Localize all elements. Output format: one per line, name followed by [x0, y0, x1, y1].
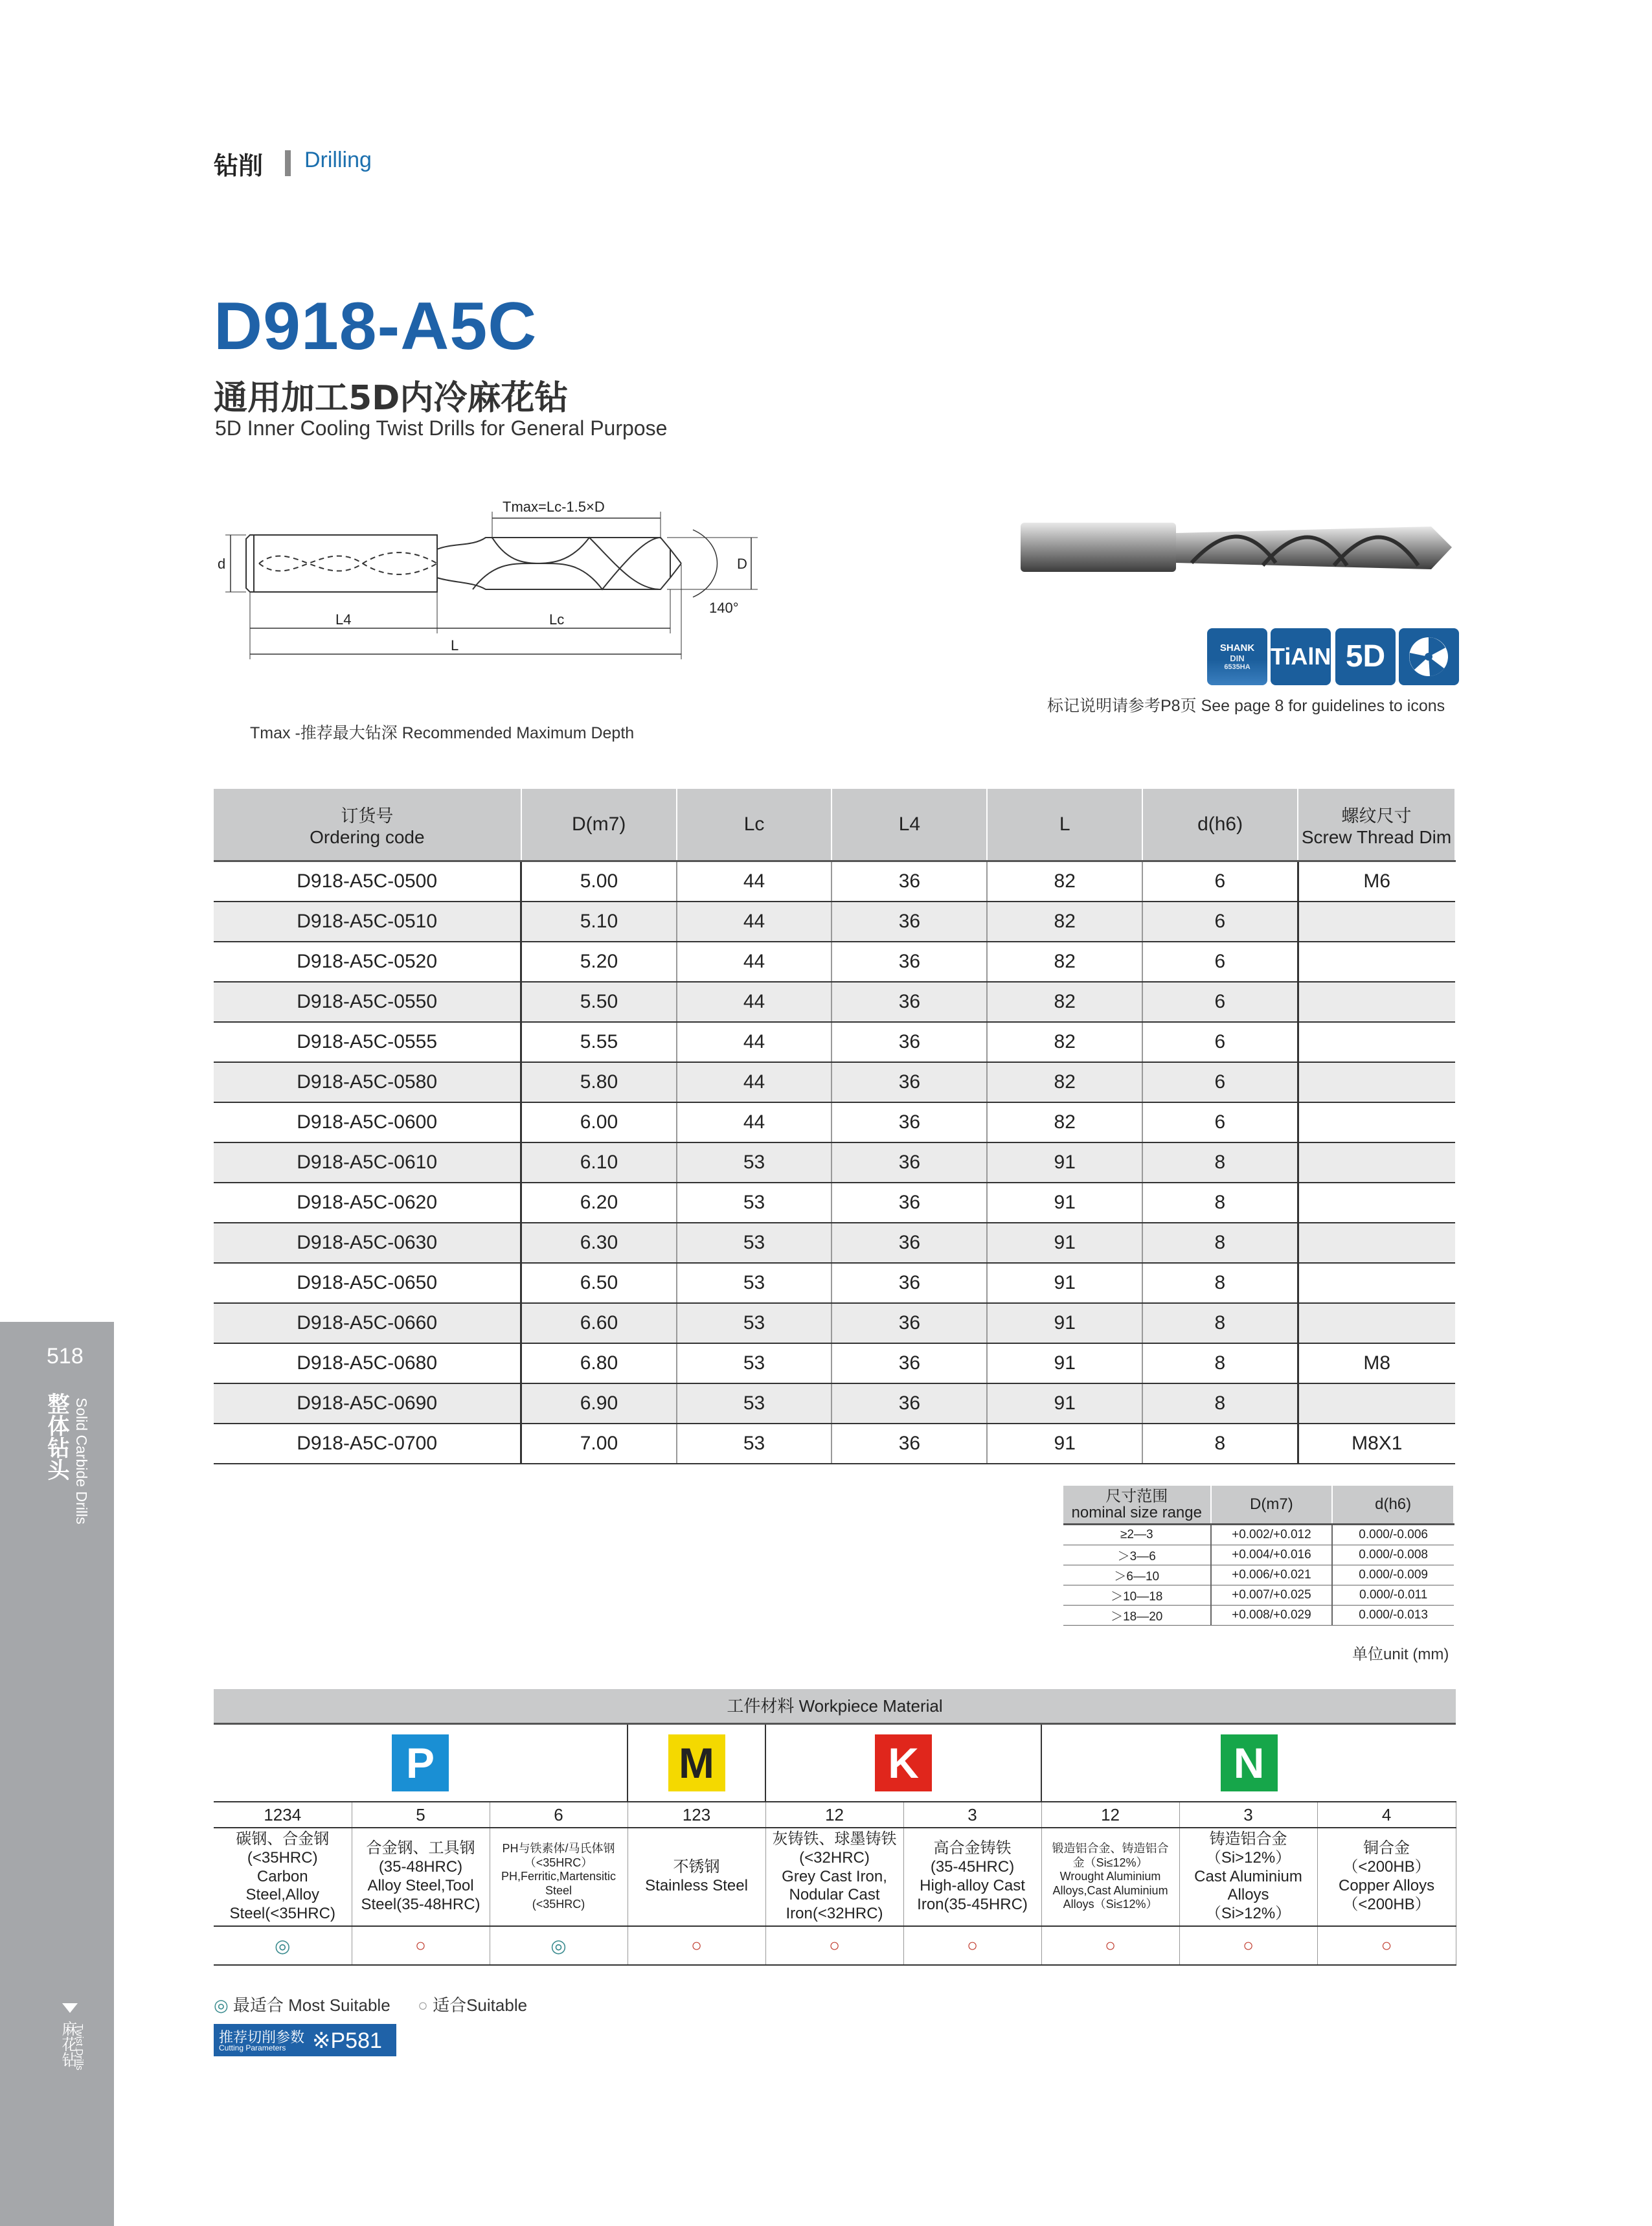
header-tol-d-h6: d(h6): [1332, 1486, 1454, 1525]
table-cell: [1298, 1183, 1455, 1223]
header-size-range: 尺寸范围 nominal size range: [1063, 1486, 1211, 1525]
table-row: [214, 942, 1455, 982]
table-cell: D918-A5C-0520: [214, 942, 521, 982]
header-l4: L4: [832, 789, 987, 861]
table-cell: 53: [677, 1142, 832, 1183]
table-cell: D918-A5C-0660: [214, 1303, 521, 1343]
shank-icon: SHANK DIN 6535HA: [1207, 628, 1267, 685]
tolerance-row: [1063, 1565, 1454, 1585]
table-row: [214, 1263, 1455, 1303]
material-description: 高合金铸铁 (35-45HRC) High-alloy Cast Iron(35-45HRC): [903, 1828, 1041, 1926]
table-cell: D918-A5C-0690: [214, 1383, 521, 1424]
workpiece-material-grid: [214, 1725, 1456, 1979]
tolerance-row: [1063, 1545, 1454, 1565]
table-cell: 6.10: [521, 1142, 677, 1183]
table-cell: 8: [1142, 1383, 1298, 1424]
table-cell: 44: [677, 902, 832, 942]
tolerance-cell: 0.000/-0.009: [1332, 1565, 1454, 1585]
triangle-down-icon: [62, 2003, 78, 2013]
table-cell: 36: [832, 1022, 987, 1062]
section-title-cn: 钻削: [214, 152, 264, 180]
ordering-table: [214, 789, 1456, 1464]
header-divider: [285, 150, 291, 176]
table-cell: 82: [987, 861, 1142, 902]
shank-dia-label: d: [218, 556, 226, 572]
tolerance-cell: +0.007/+0.025: [1211, 1585, 1333, 1606]
table-cell: 44: [677, 942, 832, 982]
table-cell: 82: [987, 902, 1142, 942]
suitability-mark: ○: [628, 1926, 765, 1965]
material-description: 锻造铝合金、铸造铝合 金（Si≤12%） Wrought Aluminium Alloys,Cast Aluminium Alloys（Si≤12%）: [1041, 1828, 1179, 1926]
material-group-n: [1041, 1725, 1456, 1802]
tmax-label: Tmax=Lc-1.5×D: [503, 499, 605, 515]
material-n-icon: N: [1221, 1734, 1278, 1791]
table-cell: 53: [677, 1303, 832, 1343]
table-cell: 5.80: [521, 1062, 677, 1102]
suitability-mark: ○: [1041, 1926, 1179, 1965]
table-cell: [1298, 1142, 1455, 1183]
tolerance-cell: +0.004/+0.016: [1211, 1545, 1333, 1565]
table-cell: 44: [677, 982, 832, 1022]
table-cell: [1298, 1102, 1455, 1142]
table-cell: 6: [1142, 902, 1298, 942]
table-cell: 91: [987, 1383, 1142, 1424]
header-lc: Lc: [677, 789, 832, 861]
table-cell: 36: [832, 1062, 987, 1102]
table-cell: 82: [987, 942, 1142, 982]
table-row: [214, 1142, 1455, 1183]
material-subgroup-number: 12: [1041, 1802, 1179, 1828]
header-d-h6: d(h6): [1142, 789, 1298, 861]
table-cell: [1298, 1303, 1455, 1343]
table-cell: 53: [677, 1383, 832, 1424]
table-cell: D918-A5C-0555: [214, 1022, 521, 1062]
table-cell: 6: [1142, 1102, 1298, 1142]
table-cell: 53: [677, 1424, 832, 1464]
table-cell: D918-A5C-0500: [214, 861, 521, 902]
suitability-mark: ◎: [490, 1926, 628, 1965]
material-subgroup-number: 6: [490, 1802, 628, 1828]
table-cell: 5.20: [521, 942, 677, 982]
drill-product-image: [1017, 515, 1457, 580]
table-cell: D918-A5C-0600: [214, 1102, 521, 1142]
coating-icon: TiAlN: [1271, 628, 1331, 685]
table-cell: 7.00: [521, 1424, 677, 1464]
icon-guideline-note: 标记说明请参考P8页 See page 8 for guidelines to icons: [1047, 697, 1445, 715]
material-description: 铜合金 （<200HB） Copper Alloys （<200HB）: [1317, 1828, 1456, 1926]
table-row: [214, 982, 1455, 1022]
table-cell: D918-A5C-0620: [214, 1183, 521, 1223]
tolerance-cell: 0.000/-0.008: [1332, 1545, 1454, 1565]
table-cell: 36: [832, 1303, 987, 1343]
tolerance-cell: ＞6—10: [1063, 1565, 1211, 1585]
table-cell: [1298, 1383, 1455, 1424]
depth-5d-icon: 5D: [1335, 628, 1396, 685]
drill-dimension-drawing: [214, 492, 784, 687]
table-cell: M8: [1298, 1343, 1455, 1383]
material-group-p: [214, 1725, 628, 1802]
table-cell: 36: [832, 861, 987, 902]
material-group-m: [628, 1725, 765, 1802]
suitability-mark: ○: [765, 1926, 903, 1965]
table-cell: D918-A5C-0550: [214, 982, 521, 1022]
suitability-mark: ○: [1179, 1926, 1317, 1965]
side-subtab-cn: 麻花钻: [59, 2021, 77, 2067]
suitability-mark: ○: [352, 1926, 490, 1965]
table-cell: 91: [987, 1303, 1142, 1343]
table-row: [214, 1343, 1455, 1383]
table-cell: 6.90: [521, 1383, 677, 1424]
material-subgroup-number: 1234: [214, 1802, 352, 1828]
table-cell: 6.30: [521, 1223, 677, 1263]
material-subgroup-number: 12: [765, 1802, 903, 1828]
tolerance-row: [1063, 1606, 1454, 1626]
table-cell: 5.10: [521, 902, 677, 942]
table-cell: 8: [1142, 1263, 1298, 1303]
table-cell: 36: [832, 1263, 987, 1303]
material-subgroup-number: 123: [628, 1802, 765, 1828]
header-d-m7: D(m7): [521, 789, 677, 861]
side-subtab-en: Twist Drills: [74, 2024, 85, 2071]
table-cell: 53: [677, 1223, 832, 1263]
tolerance-cell: 0.000/-0.013: [1332, 1606, 1454, 1626]
table-cell: 5.50: [521, 982, 677, 1022]
table-cell: D918-A5C-0650: [214, 1263, 521, 1303]
material-m-icon: M: [668, 1734, 725, 1791]
table-cell: 8: [1142, 1424, 1298, 1464]
suitability-legend: [214, 1992, 527, 2016]
table-row: [214, 1383, 1455, 1424]
tolerance-cell: ＞10—18: [1063, 1585, 1211, 1606]
table-cell: 6.80: [521, 1343, 677, 1383]
table-cell: [1298, 1223, 1455, 1263]
tolerance-cell: +0.002/+0.012: [1211, 1525, 1333, 1545]
table-cell: 36: [832, 1383, 987, 1424]
table-cell: 53: [677, 1263, 832, 1303]
tolerance-cell: ＞18—20: [1063, 1606, 1211, 1626]
tolerance-table: [1063, 1486, 1454, 1626]
table-cell: 91: [987, 1142, 1142, 1183]
suitability-mark: ◎: [214, 1926, 352, 1965]
table-cell: D918-A5C-0580: [214, 1062, 521, 1102]
table-cell: 36: [832, 982, 987, 1022]
table-row: [214, 1183, 1455, 1223]
table-cell: 53: [677, 1183, 832, 1223]
product-name-cn: 通用加工5D内冷麻花钻: [214, 379, 569, 418]
table-cell: 8: [1142, 1142, 1298, 1183]
table-cell: 44: [677, 1062, 832, 1102]
table-cell: D918-A5C-0610: [214, 1142, 521, 1183]
workpiece-material-header: 工件材料 Workpiece Material: [214, 1689, 1456, 1725]
table-cell: 44: [677, 1102, 832, 1142]
material-subgroup-number: 3: [903, 1802, 1041, 1828]
suitable-symbol: ○: [418, 1995, 428, 2015]
table-cell: 91: [987, 1183, 1142, 1223]
suitability-mark: ○: [903, 1926, 1041, 1965]
table-cell: 36: [832, 1183, 987, 1223]
tolerance-row: [1063, 1525, 1454, 1545]
side-tab-title-cn: 整体钻头: [43, 1392, 69, 1481]
page-number: 518: [47, 1344, 84, 1369]
material-description: 灰铸铁、球墨铸铁 (<32HRC) Grey Cast Iron, Nodular Cast Iron(<32HRC): [765, 1828, 903, 1926]
material-description: 不锈钢 Stainless Steel: [628, 1828, 765, 1926]
table-row: [214, 1062, 1455, 1102]
l4-label: L4: [335, 611, 352, 628]
drill-shank-outline: [246, 535, 437, 592]
table-cell: 6: [1142, 1062, 1298, 1102]
table-row: [214, 1424, 1455, 1464]
material-description: PH与铁素体/马氏体钢 （<35HRC） PH,Ferritic,Martensitic Steel (<35HRC): [490, 1828, 628, 1926]
table-cell: 36: [832, 1223, 987, 1263]
table-cell: 6: [1142, 1022, 1298, 1062]
coolant-channel: [259, 552, 437, 571]
table-cell: 8: [1142, 1183, 1298, 1223]
table-cell: 82: [987, 1102, 1142, 1142]
tmax-note: Tmax -推荐最大钻深 Recommended Maximum Depth: [250, 724, 635, 742]
table-cell: 36: [832, 1102, 987, 1142]
table-cell: 36: [832, 1424, 987, 1464]
tolerance-cell: +0.006/+0.021: [1211, 1565, 1333, 1585]
table-cell: [1298, 1062, 1455, 1102]
product-name-en: 5D Inner Cooling Twist Drills for General Purpose: [215, 416, 668, 440]
table-cell: 5.00: [521, 861, 677, 902]
unit-note: 单位unit (mm): [1352, 1646, 1449, 1663]
header-l: L: [987, 789, 1142, 861]
table-row: [214, 861, 1455, 902]
table-cell: [1298, 902, 1455, 942]
table-cell: 6.20: [521, 1183, 677, 1223]
table-cell: D918-A5C-0680: [214, 1343, 521, 1383]
table-cell: 44: [677, 861, 832, 902]
table-cell: 6: [1142, 982, 1298, 1022]
table-cell: 91: [987, 1343, 1142, 1383]
table-cell: 36: [832, 1343, 987, 1383]
product-code-title: D918-A5C: [214, 289, 537, 364]
table-row: [214, 1022, 1455, 1062]
table-cell: 82: [987, 1022, 1142, 1062]
table-cell: D918-A5C-0510: [214, 902, 521, 942]
table-cell: 5.55: [521, 1022, 677, 1062]
cutting-parameters-button[interactable]: 推荐切削参数 Cutting Parameters ※P581: [214, 2024, 396, 2056]
table-cell: 36: [832, 1142, 987, 1183]
table-cell: [1298, 982, 1455, 1022]
table-cell: 82: [987, 1062, 1142, 1102]
table-cell: D918-A5C-0630: [214, 1223, 521, 1263]
tolerance-cell: ≥2—3: [1063, 1525, 1211, 1545]
tolerance-cell: 0.000/-0.006: [1332, 1525, 1454, 1545]
tolerance-cell: +0.008/+0.029: [1211, 1606, 1333, 1626]
table-cell: D918-A5C-0700: [214, 1424, 521, 1464]
table-cell: 36: [832, 942, 987, 982]
table-cell: 53: [677, 1343, 832, 1383]
table-cell: 8: [1142, 1223, 1298, 1263]
material-description: 铸造铝合金 （Si>12%） Cast Aluminium Alloys （Si>12%）: [1179, 1828, 1317, 1926]
table-cell: M6: [1298, 861, 1455, 902]
header-tol-d-m7: D(m7): [1211, 1486, 1333, 1525]
table-cell: 6.50: [521, 1263, 677, 1303]
tolerance-row: [1063, 1585, 1454, 1606]
table-cell: M8X1: [1298, 1424, 1455, 1464]
table-cell: 8: [1142, 1343, 1298, 1383]
table-cell: 8: [1142, 1303, 1298, 1343]
most-suitable-symbol: ◎: [214, 1995, 229, 2015]
table-cell: 6.60: [521, 1303, 677, 1343]
table-cell: 91: [987, 1263, 1142, 1303]
table-cell: 6: [1142, 861, 1298, 902]
suitability-mark: ○: [1317, 1926, 1456, 1965]
coolant-icon: [1399, 628, 1459, 685]
tolerance-cell: 0.000/-0.011: [1332, 1585, 1454, 1606]
side-tab-title-en: Solid Carbide Drills: [73, 1398, 90, 1525]
material-k-icon: K: [875, 1734, 932, 1791]
material-group-k: [765, 1725, 1041, 1802]
table-cell: [1298, 1263, 1455, 1303]
table-cell: 91: [987, 1223, 1142, 1263]
table-row: [214, 1102, 1455, 1142]
material-description: 碳钢、合金钢 (<35HRC) Carbon Steel,Alloy Steel(<35HRC): [214, 1828, 352, 1926]
section-title-en: Drilling: [304, 148, 372, 172]
overall-length-label: L: [451, 637, 459, 653]
table-cell: 91: [987, 1424, 1142, 1464]
drill-dia-label: D: [737, 556, 747, 572]
table-cell: 6: [1142, 942, 1298, 982]
table-cell: 82: [987, 982, 1142, 1022]
table-cell: [1298, 942, 1455, 982]
material-subgroup-number: 3: [1179, 1802, 1317, 1828]
material-subgroup-number: 5: [352, 1802, 490, 1828]
table-cell: [1298, 1022, 1455, 1062]
point-angle-label: 140°: [709, 600, 739, 616]
suitable-label: 适合Suitable: [433, 1995, 528, 2015]
header-screw-thread: 螺纹尺寸 Screw Thread Dim: [1298, 789, 1455, 861]
flute-line: [473, 538, 661, 589]
header-ordering-code: 订货号 Ordering code: [214, 789, 521, 861]
material-p-icon: P: [392, 1734, 449, 1791]
table-row: [214, 902, 1455, 942]
table-cell: 36: [832, 902, 987, 942]
most-suitable-label: 最适合 Most Suitable: [232, 1995, 390, 2015]
table-cell: 6.00: [521, 1102, 677, 1142]
material-description: 合金钢、工具钢 (35-48HRC) Alloy Steel,Tool Steel(35-48HRC): [352, 1828, 490, 1926]
table-row: [214, 1303, 1455, 1343]
material-subgroup-number: 4: [1317, 1802, 1456, 1828]
lc-label: Lc: [549, 611, 565, 628]
tolerance-cell: ＞3—6: [1063, 1545, 1211, 1565]
table-row: [214, 1223, 1455, 1263]
table-cell: 44: [677, 1022, 832, 1062]
